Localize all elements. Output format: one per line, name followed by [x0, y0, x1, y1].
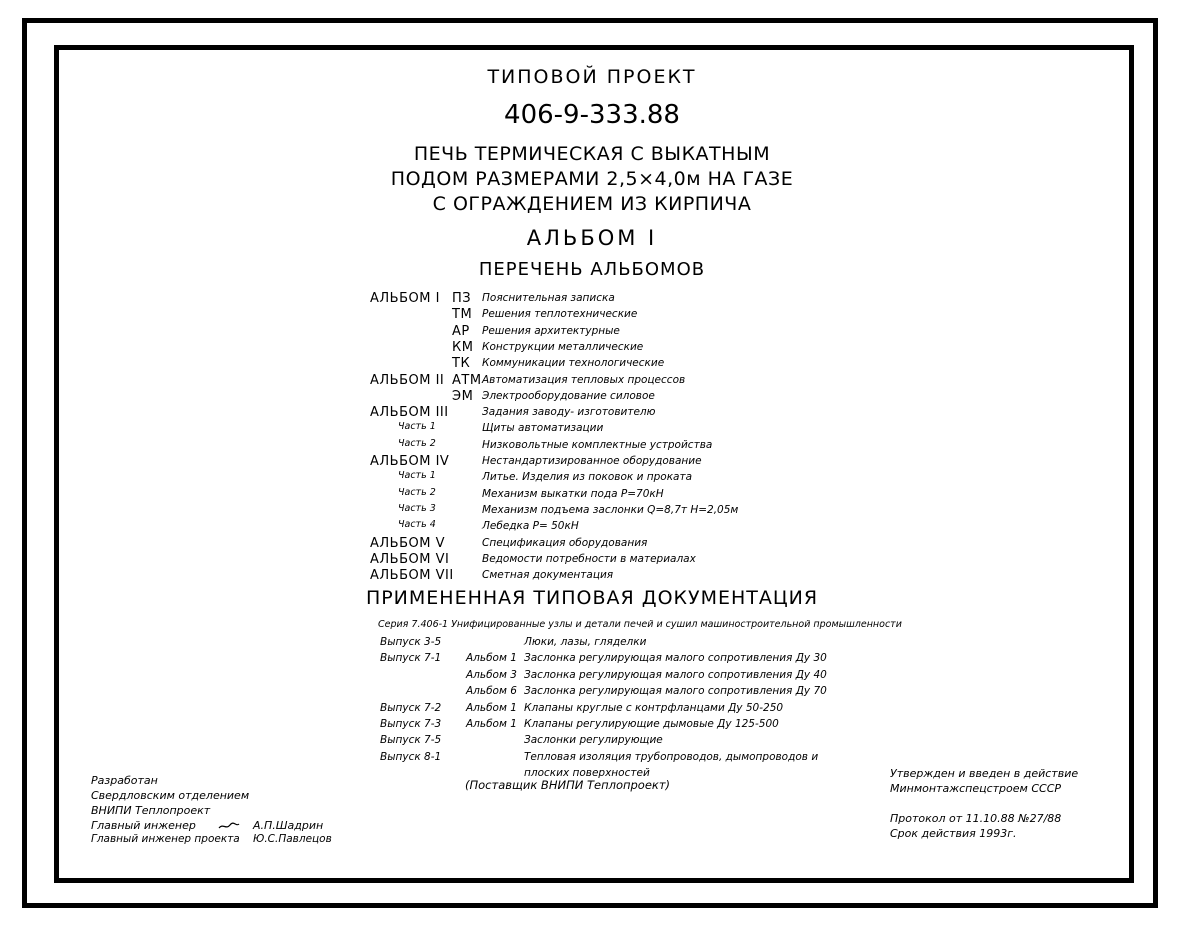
- approval-line-1: Утвержден и введен в действие: [890, 767, 1079, 780]
- signature-mark: [218, 821, 240, 831]
- album-description: Конструкции металлические: [482, 340, 644, 353]
- album-code: ТМ: [452, 307, 473, 323]
- applied-album: Альбом 3: [466, 668, 517, 681]
- chief-engineer-label: Главный инженер: [91, 819, 196, 832]
- album-description: Спецификация оборудования: [482, 536, 648, 549]
- applied-text: Заслонка регулирующая малого сопротивления Ду 70: [524, 685, 827, 698]
- developer-line-1: Разработан: [91, 774, 158, 787]
- chief-project-engineer-name: Ю.С.Павлецов: [253, 833, 332, 845]
- album-label: АЛЬБОМ V: [370, 535, 445, 551]
- applied-issue: Выпуск 8-1: [380, 750, 442, 763]
- applied-issue: Выпуск 7-3: [380, 718, 442, 730]
- album-label: Часть 3: [398, 502, 436, 514]
- album-description: Решения теплотехнические: [482, 308, 638, 321]
- album-code: ПЗ: [452, 291, 472, 306]
- approval-validity: Срок действия 1993г.: [890, 827, 1017, 840]
- applied-text: плоских поверхностей: [524, 767, 650, 780]
- album-label: АЛЬБОМ II: [370, 372, 445, 388]
- title-line-2: ПОДОМ РАЗМЕРАМИ 2,5×4,0м НА ГАЗЕ: [390, 168, 794, 190]
- album-label: АЛЬБОМ III: [370, 405, 449, 421]
- album-label: АЛЬБОМ IV: [370, 454, 450, 469]
- applied-text: Заслонки регулирующие: [524, 734, 663, 747]
- album-label: АЛЬБОМ VI: [370, 551, 450, 567]
- developer-line-3: ВНИПИ Теплопроект: [91, 804, 211, 817]
- applied-text: Заслонка регулирующая малого сопротивления Ду 40: [524, 668, 827, 681]
- applied-heading: ПРИМЕНЕННАЯ ТИПОВАЯ ДОКУМЕНТАЦИЯ: [365, 587, 819, 609]
- applied-issue: Выпуск 3-5: [380, 636, 442, 648]
- project-type: ТИПОВОЙ ПРОЕКТ: [487, 66, 697, 88]
- album-label: Часть 1: [398, 421, 436, 433]
- album-description: Ведомости потребности в материалах: [482, 552, 696, 565]
- applied-text: Люки, лазы, гляделки: [524, 636, 647, 648]
- album-description: Механизм подъема заслонки Q=8,7т H=2,05м: [482, 503, 739, 516]
- album-description: Сметная документация: [482, 569, 614, 582]
- title-line-1: ПЕЧЬ ТЕРМИЧЕСКАЯ С ВЫКАТНЫМ: [413, 143, 771, 165]
- album-description: Автоматизация тепловых процессов: [482, 373, 686, 386]
- applied-text: Тепловая изоляция трубопроводов, дымопроводов и: [524, 750, 819, 763]
- series-line: Серия 7.406-1 Унифицированные узлы и детали печей и сушил машиностроительной промышленности: [378, 619, 902, 630]
- album-title: АЛЬБОМ I: [526, 226, 658, 250]
- project-number: 406-9-333.88: [504, 100, 680, 130]
- album-description: Механизм выкатки пода P=70кН: [482, 487, 664, 500]
- approval-protocol: Протокол от 11.10.88 №27/88: [890, 812, 1062, 825]
- title-line-3: С ОГРАЖДЕНИЕМ ИЗ КИРПИЧА: [432, 193, 752, 215]
- applied-issue: Выпуск 7-2: [380, 701, 442, 714]
- album-description: Задания заводу- изготовителю: [482, 406, 656, 419]
- chief-engineer-name: А.П.Шадрин: [253, 819, 324, 832]
- applied-text: Заслонка регулирующая малого сопротивления Ду 30: [524, 652, 827, 665]
- developer-line-2: Свердловским отделением: [91, 789, 250, 802]
- album-description: Низковольтные комплектные устройства: [482, 438, 713, 451]
- applied-text: Клапаны круглые с контрфланцами Ду 50-250: [524, 701, 784, 714]
- album-code: АР: [452, 323, 470, 339]
- album-label: Часть 4: [398, 519, 436, 531]
- album-description: Электрооборудование силовое: [482, 389, 655, 402]
- album-description: Лебедка P= 50кН: [482, 520, 579, 533]
- album-description: Решения архитектурные: [482, 324, 620, 337]
- album-description: Нестандартизированное оборудование: [482, 455, 702, 467]
- album-label: Часть 1: [398, 470, 436, 482]
- album-label: Часть 2: [398, 437, 436, 449]
- album-code: ЭМ: [452, 388, 474, 404]
- album-description: Коммуникации технологические: [482, 357, 665, 370]
- applied-album: Альбом 1: [466, 701, 517, 714]
- album-description: Пояснительная записка: [482, 292, 615, 304]
- albums-list-heading: ПЕРЕЧЕНЬ АЛЬБОМОВ: [478, 259, 706, 280]
- album-description: Литье. Изделия из поковок и проката: [482, 471, 693, 484]
- album-code: КМ: [452, 339, 474, 355]
- album-description: Щиты автоматизации: [482, 422, 604, 435]
- album-label: Часть 2: [398, 486, 436, 498]
- supplier: (Поставщик ВНИПИ Теплопроект): [465, 778, 671, 792]
- applied-issue: Выпуск 7-5: [380, 734, 442, 747]
- chief-project-engineer-label: Главный инженер проекта: [91, 833, 240, 845]
- applied-album: Альбом 1: [466, 718, 517, 730]
- album-label: АЛЬБОМ I: [370, 291, 440, 306]
- applied-text: Клапаны регулирующие дымовые Ду 125-500: [524, 718, 779, 730]
- album-label: АЛЬБОМ VII: [370, 568, 454, 584]
- approval-line-2: Минмонтажспецстроем СССР: [890, 782, 1062, 795]
- applied-issue: Выпуск 7-1: [380, 652, 442, 665]
- applied-album: Альбом 6: [466, 685, 517, 698]
- album-code: АТМ: [452, 372, 482, 388]
- album-code: ТК: [452, 356, 471, 372]
- applied-album: Альбом 1: [466, 652, 517, 665]
